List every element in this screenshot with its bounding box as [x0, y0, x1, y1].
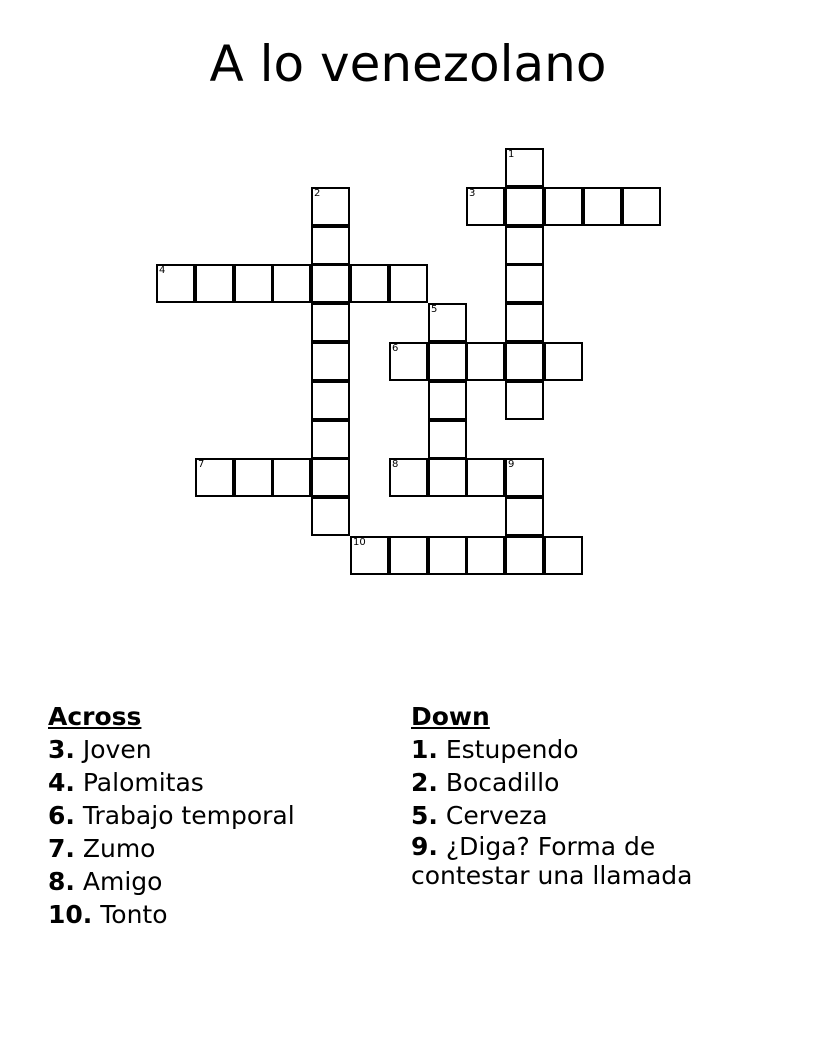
grid-cell[interactable] [505, 381, 544, 420]
grid-cell[interactable] [272, 458, 311, 497]
down-heading: Down [411, 702, 490, 731]
cell-number: 9 [508, 459, 515, 470]
grid-cell[interactable] [389, 342, 428, 381]
clue-across-6: 6. Trabajo temporal [48, 801, 295, 830]
grid-cell[interactable] [505, 458, 544, 497]
down-clues [411, 700, 731, 890]
clue-across-4: 4. Palomitas [48, 768, 204, 797]
grid-cell[interactable] [311, 497, 350, 536]
cell-number: 10 [353, 537, 366, 548]
grid-cell[interactable] [350, 264, 389, 303]
grid-cell[interactable] [428, 420, 467, 459]
grid-cell[interactable] [311, 342, 350, 381]
grid-cell[interactable] [466, 187, 505, 226]
grid-cell[interactable] [428, 536, 467, 575]
clue-across-8: 8. Amigo [48, 867, 163, 896]
grid-cell[interactable] [311, 187, 350, 226]
grid-cell[interactable] [505, 187, 544, 226]
cell-number: 4 [159, 265, 166, 276]
grid-cell[interactable] [428, 381, 467, 420]
grid-cell[interactable] [544, 536, 583, 575]
grid-cell[interactable] [428, 458, 467, 497]
cell-number: 6 [392, 343, 399, 354]
grid-cell[interactable] [428, 303, 467, 342]
grid-cell[interactable] [195, 458, 234, 497]
grid-cell[interactable] [195, 264, 234, 303]
grid-cell[interactable] [234, 264, 273, 303]
cell-number: 3 [469, 188, 476, 199]
grid-cell[interactable] [505, 226, 544, 265]
cell-number: 1 [508, 149, 515, 160]
grid-cell[interactable] [156, 264, 195, 303]
clue-down-9: 9. ¿Diga? Forma de contestar una llamada [411, 832, 693, 890]
grid-cell[interactable] [466, 536, 505, 575]
grid-cell[interactable] [466, 458, 505, 497]
grid-cell[interactable] [311, 458, 350, 497]
grid-cell[interactable] [350, 536, 389, 575]
across-heading: Across [48, 702, 142, 731]
grid-cell[interactable] [505, 303, 544, 342]
clue-down-1: 1. Estupendo [411, 735, 579, 764]
grid-cell[interactable] [583, 187, 622, 226]
cell-number: 2 [314, 188, 321, 199]
grid-cell[interactable] [428, 342, 467, 381]
grid-cell[interactable] [505, 264, 544, 303]
grid-cell[interactable] [544, 187, 583, 226]
grid-cell[interactable] [389, 264, 428, 303]
grid-cell[interactable] [389, 536, 428, 575]
grid-cell[interactable] [311, 226, 350, 265]
grid-cell[interactable] [389, 458, 428, 497]
grid-cell[interactable] [505, 148, 544, 187]
grid-cell[interactable] [466, 342, 505, 381]
grid-cell[interactable] [505, 342, 544, 381]
grid-cell[interactable] [311, 264, 350, 303]
grid-cell[interactable] [544, 342, 583, 381]
clue-across-7: 7. Zumo [48, 834, 156, 863]
grid-cell[interactable] [272, 264, 311, 303]
clue-across-3: 3. Joven [48, 735, 152, 764]
grid-cell[interactable] [505, 536, 544, 575]
cell-number: 5 [431, 304, 438, 315]
grid-cell[interactable] [311, 381, 350, 420]
grid-cell[interactable] [505, 497, 544, 536]
clue-down-5: 5. Cerveza [411, 801, 548, 830]
grid-cell[interactable] [234, 458, 273, 497]
clue-across-10: 10. Tonto [48, 900, 168, 929]
across-clues [48, 700, 408, 931]
grid-cell[interactable] [311, 420, 350, 459]
grid-cell[interactable] [622, 187, 661, 226]
grid-cell[interactable] [311, 303, 350, 342]
puzzle-title: A lo venezolano [209, 35, 607, 93]
clue-down-2: 2. Bocadillo [411, 768, 560, 797]
cell-number: 8 [392, 459, 399, 470]
cell-number: 7 [198, 459, 205, 470]
